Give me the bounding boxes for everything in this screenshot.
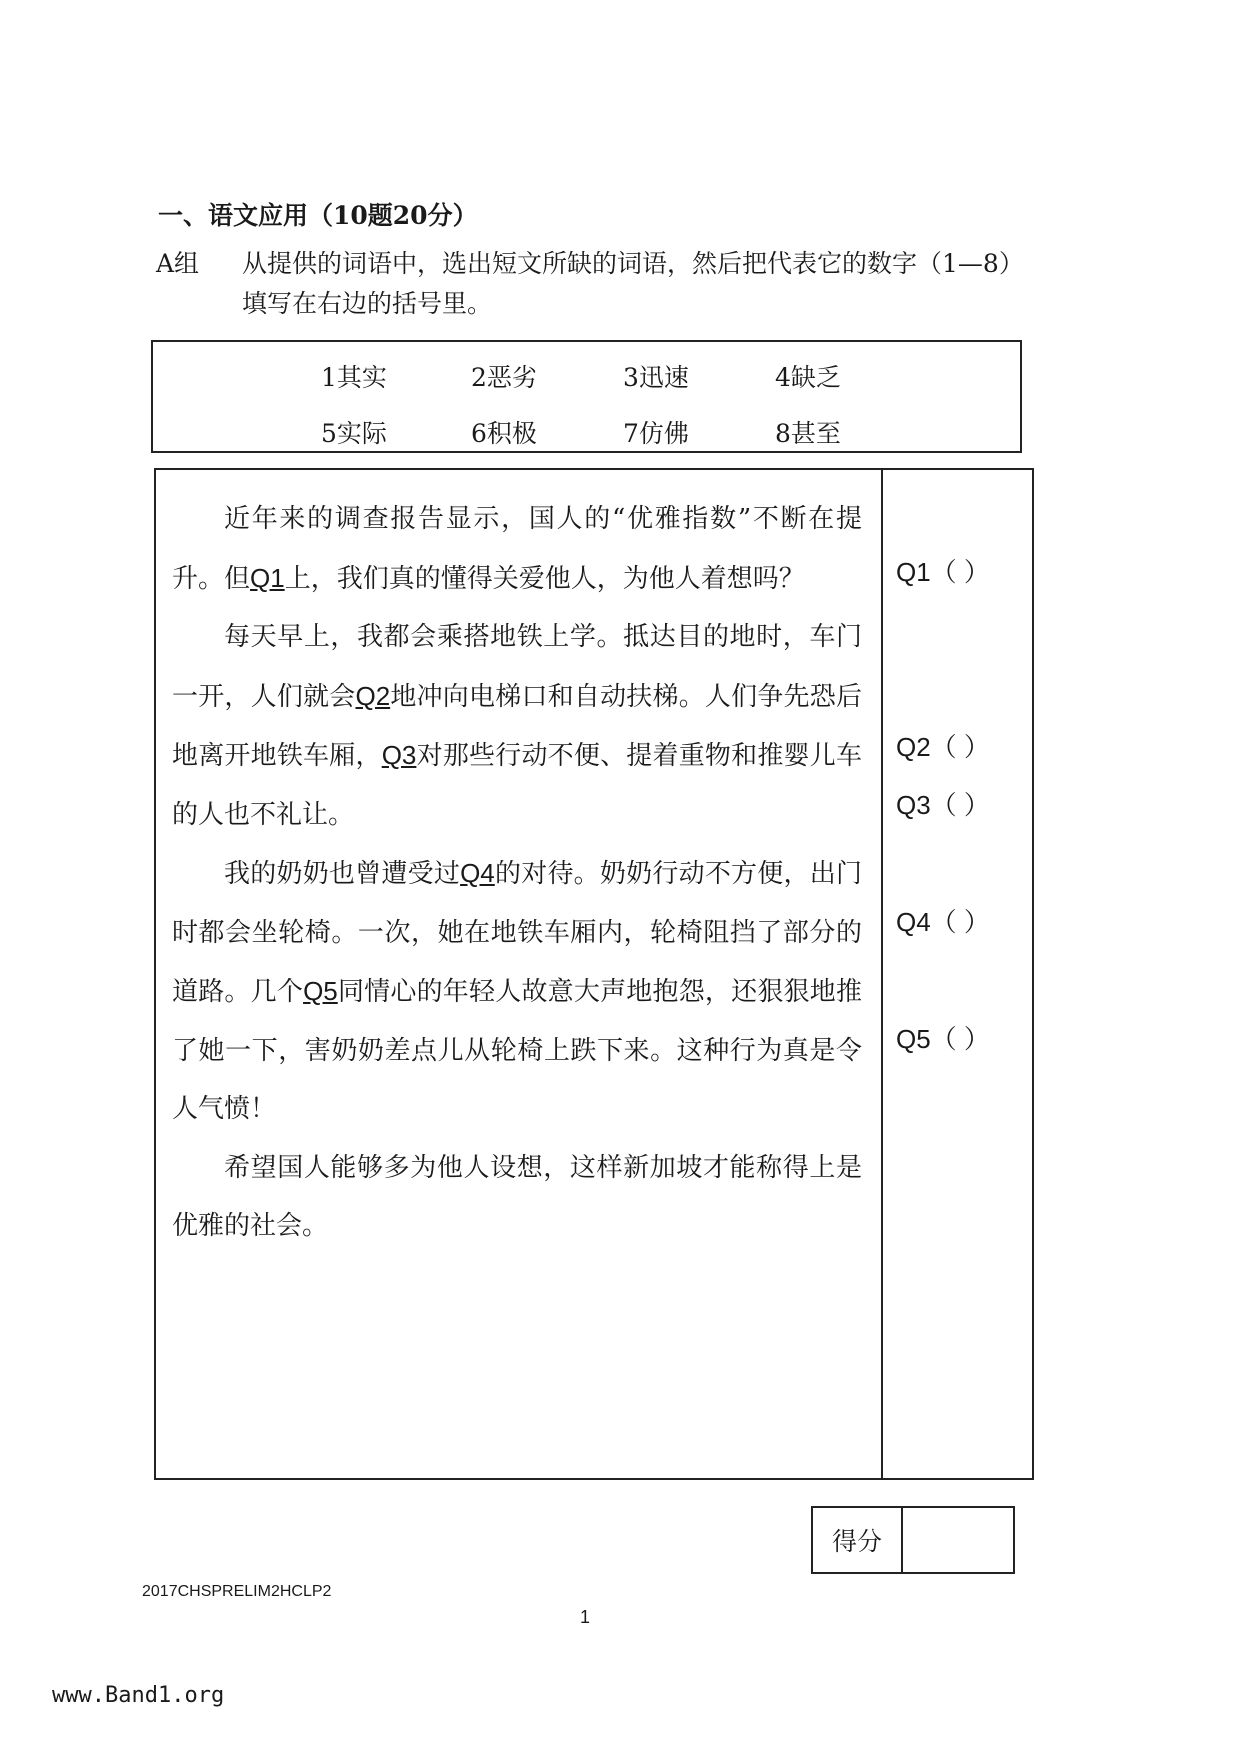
passage — [172, 490, 862, 1256]
word-bank-item: 7仿佛 — [623, 419, 689, 448]
blank-q1: Q1 — [250, 562, 285, 593]
word-bank-item: 8甚至 — [775, 419, 841, 448]
passage-paragraph: 近年来的调查报告显示，国人的“优雅指数”不断在提升。但Q1上，我们真的懂得关爱他人，为他人着想吗？ — [172, 504, 862, 594]
blank-q3: Q3 — [381, 740, 417, 770]
word-bank-item: 3迅速 — [623, 363, 689, 392]
word-bank-item: 2恶劣 — [471, 363, 537, 392]
blank-q4: Q4 — [460, 858, 495, 888]
answer-q3[interactable]: Q3（ ） — [896, 790, 990, 820]
column-divider — [881, 470, 883, 1478]
paper-code: 2017CHSPRELIM2HCLP2 — [142, 1583, 332, 1600]
passage-box — [154, 468, 1034, 1480]
passage-paragraph: 希望国人能够多为他人设想，这样新加坡才能称得上是优雅的社会。 — [172, 1152, 862, 1241]
blank-q2: Q2 — [355, 680, 391, 711]
passage-paragraph: 我的奶奶也曾遭受过Q4的对待。奶奶行动不方便，出门时都会坐轮椅。一次，她在地铁车厢内，轮椅阻挡了部分的道路。几个Q5同情心的年轻人故意大声地抱怨，还狠狠地推了她一下，害奶奶差点儿从轮椅上跌下来。这种行为真是令人气愤！ — [172, 858, 862, 1124]
answer-q1[interactable]: Q1（ ） — [896, 557, 990, 587]
score-label: 得分 — [813, 1508, 903, 1572]
word-bank-item: 5实际 — [321, 419, 387, 448]
score-field[interactable] — [903, 1508, 1013, 1572]
section-title: 一、语文应用（10题20分） — [158, 201, 478, 230]
answer-q5[interactable]: Q5（ ） — [896, 1024, 990, 1054]
passage-paragraph: 每天早上，我都会乘搭地铁上学。抵达目的地时，车门一开，人们就会Q2地冲向电梯口和自动扶梯。人们争先恐后地离开地铁车厢，Q3对那些行动不便、提着重物和推婴儿车的人也不礼让。 — [172, 622, 862, 830]
word-bank-item: 1其实 — [321, 363, 387, 392]
answer-q2[interactable]: Q2（ ） — [896, 732, 990, 762]
blank-q5: Q5 — [303, 976, 338, 1006]
group-instruction: 从提供的词语中，选出短文所缺的词语，然后把代表它的数字（1—8）填写在右边的括号里。 — [242, 249, 1012, 318]
page-number: 1 — [580, 1607, 591, 1627]
word-bank-item: 4缺乏 — [775, 363, 841, 392]
word-bank-item: 6积极 — [471, 419, 537, 448]
word-bank — [151, 340, 1022, 453]
answer-q4[interactable]: Q4（ ） — [896, 907, 990, 937]
score-box — [811, 1506, 1015, 1574]
group-label: A组 — [156, 249, 200, 278]
website-watermark: www.Band1.org — [52, 1683, 225, 1708]
